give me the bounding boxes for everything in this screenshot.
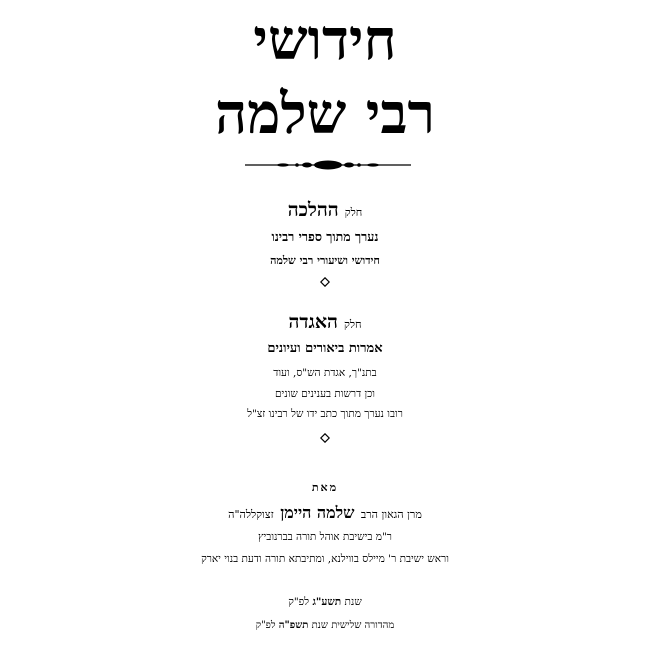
aggadah-line-2: בתנ"ך, אגדת הש"ס, ועוד [273,367,377,379]
author-prefix: מרן הגאון הרב [360,508,422,521]
author-role-2: וראש ישיבת ר' מיילס בווילנא, ומתיבתא תורה ודעת בנוי יארק [201,553,449,565]
aggadah-line-1: אמרות ביאורים ועיונים [267,341,383,356]
publication-year [0,595,650,609]
section-label: חלק [344,206,363,219]
author-suffix: זצוקללה"ה [228,508,274,521]
section-halacha-heading [0,198,650,225]
edition-suffix: לפ"ק [255,620,276,631]
edition-year: תשפ"ה [278,620,309,631]
title-line-2: רבי שלמה [215,81,435,147]
section-label: חלק [343,318,362,331]
edition-line [0,619,650,633]
aggadah-line-4: רובו נערך מתוך כתב ידו של רבינו זצ"ל [247,408,403,420]
section-aggadah-heading [0,310,650,337]
diamond-ornament [320,277,330,287]
edition-prefix: מהדורה שלישית שנת [311,620,395,631]
title-line-1: חידושי [253,7,397,73]
diamond-ornament [320,433,330,443]
halacha-line-2: חידושי ושיעורי רבי שלמה [270,254,380,267]
by-label: מאת [311,481,339,494]
year-prefix: שנת [344,596,362,608]
author-role-1: ר"מ בישיבת אוהל תורה בברנוביץ [258,531,392,543]
ornamental-divider [245,158,411,172]
author-name: שלמה היימן [280,503,355,522]
aggadah-line-3: וכן דרשות בענינים שונים [275,388,375,400]
year-suffix: לפ"ק [288,596,310,608]
section-name: האגדה [288,311,338,333]
section-name: ההלכה [287,199,339,221]
author-line [0,504,650,524]
year-value: תשע"ג [312,596,342,608]
halacha-line-1: נערך מתוך ספרי רבינו [271,229,379,244]
